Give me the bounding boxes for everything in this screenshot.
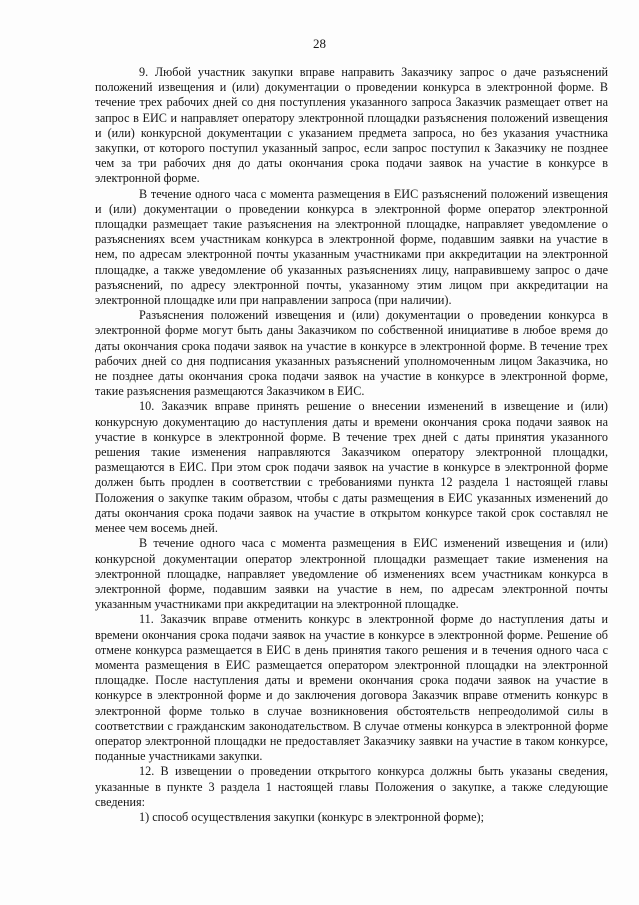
paragraph-clarification-initiative: Разъяснения положений извещения и (или) документации о проведении конкурса в электронной форме могут быть даны Заказчиком по собственной инициативе в любое время до даты окончания срока подачи заявок на участие в конкурсе в электронной форме. В течение трех рабочих дней со дня подписания указанных разъяснений уполномоченным лицом Заказчика, но не позднее даты окончания срока подачи заявок на участие в конкурсе в электронной форме, такие разъяснения размещаются Заказчиком в ЕИС. bbox=[95, 308, 608, 399]
paragraph-clause-12: 12. В извещении о проведении открытого конкурса должны быть указаны сведения, указанные в пункте 3 раздела 1 настоящей главы Положения о закупке, а также следующие сведения: bbox=[95, 764, 608, 809]
page-number: 28 bbox=[313, 36, 326, 51]
paragraph-clause-10: 10. Заказчик вправе принять решение о внесении изменений в извещение и (или) конкурсную документацию до наступления даты и времени окончания срока подачи заявок на участие в конкурсе в электронной форме. В течение трех дней с даты принятия указанного решения такие изменения направляются Заказчиком оператору электронной площадки, размещаются в ЕИС. При этом срок подачи заявок на участие в конкурсе в электронной форме должен быть продлен в соответствии с требованиями пункта 12 раздела 1 настоящей главы Положения о закупке таким образом, чтобы с даты размещения в ЕИС указанных изменений до даты окончания срока подачи заявок на участие в открытом конкурсе такой срок составлял не менее чем восемь дней. bbox=[95, 399, 608, 536]
paragraph-changes-publication: В течение одного часа с момента размещения в ЕИС изменений извещения и (или) конкурсной документации оператор электронной площадки размещает такие изменения на электронной площадке, направляет уведомление об изменениях всем участникам конкурса в электронной форме, подавшим заявки на участие в нем, по адресам электронной почты указанным участниками при аккредитации на электронной площадке. bbox=[95, 536, 608, 612]
document-body bbox=[95, 65, 608, 825]
paragraph-clause-9: 9. Любой участник закупки вправе направить Заказчику запрос о даче разъяснений положений извещения и (или) документации о проведении конкурса в электронной форме. В течение трех рабочих дней со дня поступления указанного запроса Заказчик размещает ответ на запрос в ЕИС и направляет оператору электронной площадки разъяснения положений извещения и (или) конкурсной документации с указанием предмета запроса, но без указания участника закупки, от которого поступил указанный запрос, если запрос поступил к Заказчику не позднее чем за три рабочих дня до даты окончания срока подачи заявок на участие в конкурсе в электронной форме. bbox=[95, 65, 608, 186]
list-item: 1) способ осуществления закупки (конкурс в электронной форме); bbox=[139, 809, 484, 824]
paragraph-clarification-publication: В течение одного часа с момента размещения в ЕИС разъяснений положений извещения и (или) документации о проведении конкурса в электронной форме оператор электронной площадки размещает такие разъяснения на электронной площадке, направляет уведомление о разъяснениях всем участникам конкурса в электронной форме, подавшим заявки на участие в нем, по адресам электронной почты указанным участниками при аккредитации на электронной площадке, а также уведомление об указанных разъяснениях лицу, направившему запрос о даче разъяснений, по адресу электронной почты, указанному этим лицом при аккредитации на электронной площадке или при направлении запроса (при наличии). bbox=[95, 186, 608, 308]
paragraph-clause-11: 11. Заказчик вправе отменить конкурс в электронной форме до наступления даты и времени окончания срока подачи заявок на участие в конкурсе в электронной форме. Решение об отмене конкурса размещается в ЕИС в день принятия такого решения и в течения одного часа с момента размещения в ЕИС размещается оператором электронной площадки на электронной площадке. После наступления даты и времени окончания срока подачи заявок на участие в конкурсе в электронной форме и до заключения договора Заказчик вправе отменить конкурс в электронной форме только в случае возникновения обстоятельств непреодолимой силы в соответствии с гражданским законодательством. В случае отмены конкурса в электронной форме оператор электронной площадки не предоставляет Заказчику заявки на участие в таком конкурсе, поданные участниками закупки. bbox=[95, 612, 608, 764]
